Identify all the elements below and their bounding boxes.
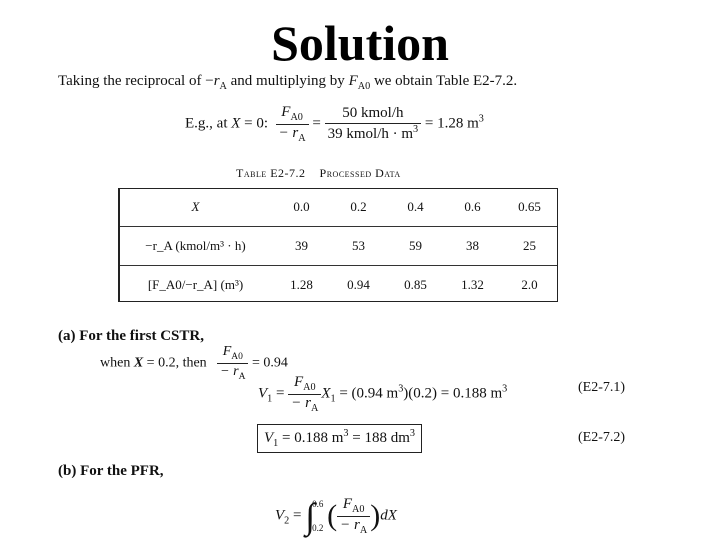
part-a-heading: (a) For the first CSTR, (58, 328, 204, 344)
table-cell: 2.0 (501, 266, 558, 305)
integral-limits: 0.6 0.2 (312, 499, 324, 533)
part-a-fraction: $\frac{F_{A0}}{- r_A}$ (217, 344, 248, 382)
example-value-fraction: $\frac{\text{50 kmol/h}}{39 kmol/h \cdot m^3}$ (325, 105, 422, 143)
equation-label: (E2-7.1) (578, 380, 626, 395)
v1-fraction: $\frac{F_{A0}}{- r_A}$ (288, 374, 321, 414)
v1-boxed-result: $V_1 = 0.188$ $m^3 = 188$ $dm^3$ (257, 424, 422, 453)
table-row (118, 188, 558, 227)
table-cell: 53 (330, 227, 387, 266)
table-cell: 0.2 (350, 199, 367, 214)
integral-sign: ∫ (305, 496, 316, 536)
table-cell: 25 (501, 227, 558, 266)
part-b-heading: (b) For the PFR, (58, 463, 164, 479)
table-cell: 0.4 (407, 199, 424, 214)
example-equation: E.g., at X = 0: $\frac{F_{A0}}{- r_A}$ = $\frac{\text{50 kmol/h}}{39 kmol/h \cdot m^3}$ = 1.28 $m^3$ (185, 104, 484, 144)
table-cell: 0.6 (464, 199, 481, 214)
row-label: X (191, 199, 200, 214)
example-fraction: $\frac{F_{A0}}{- r_A}$ (276, 104, 309, 144)
equation-label: (E2-7.2) (578, 430, 626, 445)
table-caption: Table E2-7.2 Processed Data (236, 166, 401, 180)
v2-integral: $V_2$ = ∫ 0.6 0.2 ( $\frac{F_{A0}}{- r_A}$ )dX (275, 492, 397, 540)
table-row (118, 266, 558, 305)
slide-title: Solution (271, 15, 449, 71)
processed-data-table (118, 188, 558, 304)
table-cell: 59 (387, 227, 444, 266)
table-cell: 39 (273, 227, 330, 266)
table-cell: 38 (444, 227, 501, 266)
v1-equation: $V_1$ = $\frac{F_{A0}}{- r_A}$ $X_1 = (0.94$ $m^3)(0.2) = 0.188$ $m^3$ (258, 374, 508, 414)
table-cell: 1.28 (273, 266, 330, 305)
table-cell: 0.65 (518, 199, 541, 214)
row-label: [F_A0/−r_A] (m³) (118, 266, 273, 305)
table-cell: 0.94 (330, 266, 387, 305)
part-a-condition: when X = 0.2, then $\frac{F_{A0}}{- r_A}$ = 0.94 (100, 344, 288, 382)
v2-fraction: $\frac{F_{A0}}{- r_A}$ (337, 496, 370, 536)
row-label: −r_A (kmol/m³ · h) (118, 227, 273, 266)
table-cell: 1.32 (444, 266, 501, 305)
table-cell: 0.85 (387, 266, 444, 305)
intro-text: Taking the reciprocal of $-r_A$ and multiplying by $F_{A0}$ we obtain Table E2-7.2. (58, 73, 518, 92)
table-row (118, 227, 558, 266)
table-cell: 0.0 (293, 199, 310, 214)
